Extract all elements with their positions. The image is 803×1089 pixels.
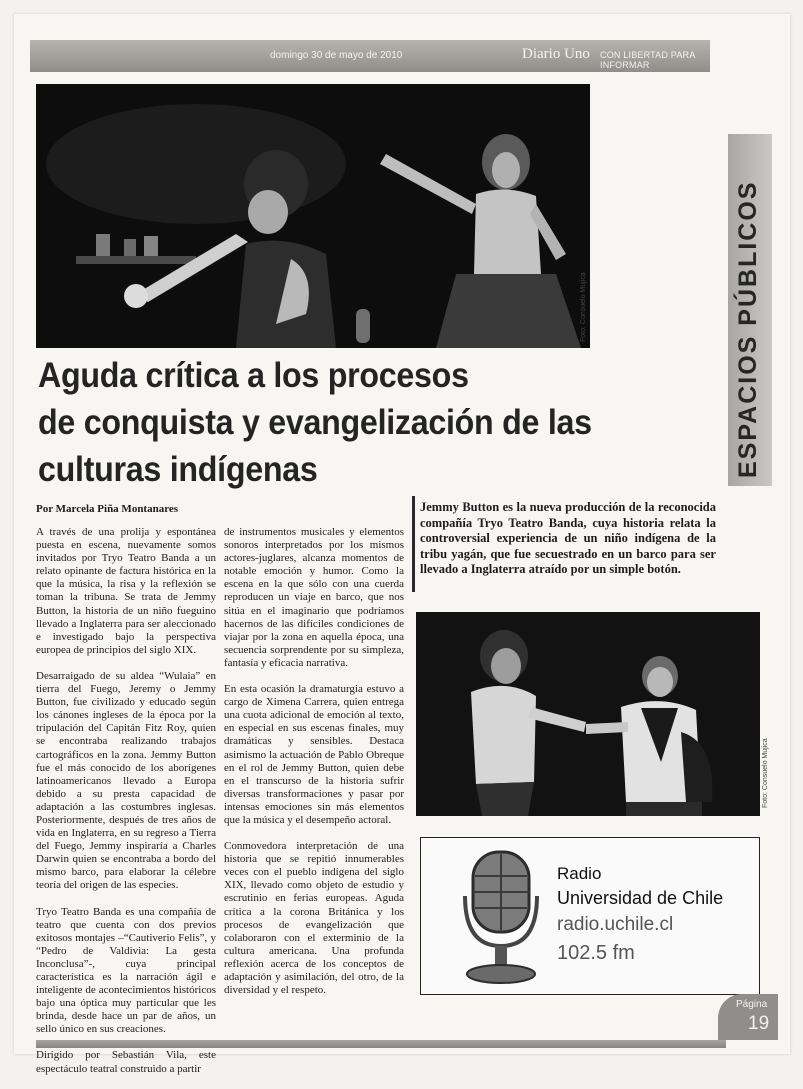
bottom-photo-credit: Foto: Consuelo Mujica — [762, 738, 769, 808]
footer-bar — [36, 1040, 726, 1048]
byline: Por Marcela Piña Montanares — [36, 503, 179, 515]
paragraph: Desarraigado de su aldea “Wulaia” en tierra del Fuego, Jeremy o Jemmy Button, fue civilizado y educado según los cánones ingleses de la época por la tripulación del Capitán Fitz Roy, quien se encontraba realizando trabajos cartográficos en la zona. Jemmy Button fue el más conocido de los aborígenes latinoamericanos llevado a Europa debido a su presta capacidad de adaptación a las costumbres inglesas. Posteriormente, después de tres años de vida en Inglaterra, en su regreso a Tierra del Fuego, Jemmy inspiraría a Charles Darwin quien se encontraba a bordo del mismo barco, para elaborar la célebre teoría del origen de las especies. — [36, 669, 216, 892]
headline-line-3: culturas indígenas — [38, 450, 318, 489]
radio-institution: Universidad de Chile — [557, 888, 724, 908]
bottom-photo — [416, 612, 769, 816]
page-number: 19 — [748, 1013, 770, 1034]
headline — [38, 352, 673, 493]
radio-frequency: 102.5 fm — [557, 942, 635, 964]
radio-url: radio.uchile.cl — [557, 914, 674, 935]
paper-slogan: CON LIBERTAD PARA INFORMAR — [600, 50, 695, 70]
page-number-tab — [718, 994, 778, 1040]
article-column-2 — [224, 526, 404, 1010]
top-photo-credit: Foto: Consuelo Mujica — [580, 272, 587, 342]
top-photo-image — [36, 84, 590, 348]
paragraph: En esta ocasión la dramaturgia estuvo a cargo de Ximena Carrera, quien entrega una cuota adicional de emoción al texto, en especial en sus escenas finales, muy dramáticas y sensibles. Destaca asimismo la actuación de Pablo Obreque en el rol de Jemmy Button, quien debe en el transcurso de la historia sufrir diversas transformaciones y pasar por intensas emociones sin más elementos que la música y el desempeño actoral. — [224, 683, 404, 826]
lead-summary: Jemmy Button es la nueva producción de la reconocida compañía Tryo Teatro Banda, cuya historia relata la controversial experiencia de un niño indígena de la tribu yagán, que fue secuestrado en un barco para ser llevado a Inglaterra atraído por un simple botón. — [412, 496, 724, 592]
paragraph: A través de una prolija y espontánea puesta en escena, nuevamente somos invitados por Tryo Teatro Banda a un relato opinante de factura histórica en la que la música, la risa y la reflexión se toman la tribuna. Se trata de Jemmy Button, la historia de un niño fueguino llevado a Inglaterra para ser aleccionado e investigado bajo la perspectiva europea de principios del siglo XIX. — [36, 526, 216, 656]
section-tab — [728, 134, 772, 486]
header-bar — [30, 40, 710, 72]
radio-advertisement — [420, 837, 760, 995]
paragraph: Dirigido por Sebastián Vila, este espectáculo teatral construido a partir — [36, 1049, 216, 1075]
radio-name: Radio — [557, 864, 602, 883]
bottom-photo-image — [416, 612, 760, 816]
headline-line-2: de conquista y evangelización de las — [38, 403, 592, 442]
header-date: domingo 30 de mayo de 2010 — [270, 50, 403, 61]
paragraph: Conmovedora interpretación de una historia que se repitió innumerables veces con el pueblo indígena del siglo XIX, llevado como objeto de estudio y escrutinio en ferias europeas. Aguda crítica a la corona Británica y los procesos de evangelización que colaboraron con el exterminio de la cultura americana. Una profunda reflexión acerca de los conceptos de adaptación y asimilación, del otro, de la diversidad y el respeto. — [224, 840, 404, 997]
microphone-icon — [451, 846, 551, 986]
article-column-1 — [36, 526, 216, 1089]
paper-name: Diario Uno — [522, 46, 590, 62]
headline-line-1: Aguda crítica a los procesos — [38, 356, 469, 395]
page-label: Página — [736, 999, 768, 1010]
section-label: ESPACIOS PÚBLICOS — [734, 180, 762, 478]
top-photo — [36, 84, 590, 348]
paragraph: Tryo Teatro Banda es una compañía de teatro que cuenta con dos previos exitosos montajes –“Cautiverio Felis”, y “Pedro de Valdivia: La gesta Inconclusa”-, cuya principal característica es la narración ágil e inteligente de acontecimientos históricos bajo una óptica muy particular que les brinda, desde hace un par de años, un sello único en sus creaciones. — [36, 905, 216, 1036]
paragraph: de instrumentos musicales y elementos sonoros interpretados por los mismos actores-juglares, alcanza momentos de notable emoción y humor. Como la escena en la que sólo con una cuerda reproducen un viaje en barco, que nos sitúa en el imaginario que podríamos hacernos de las difíciles condiciones de viajar por la zona en aquella época, una secuencia sorprendente por su simpleza, fantasía y eficacia narrativa. — [224, 526, 404, 669]
